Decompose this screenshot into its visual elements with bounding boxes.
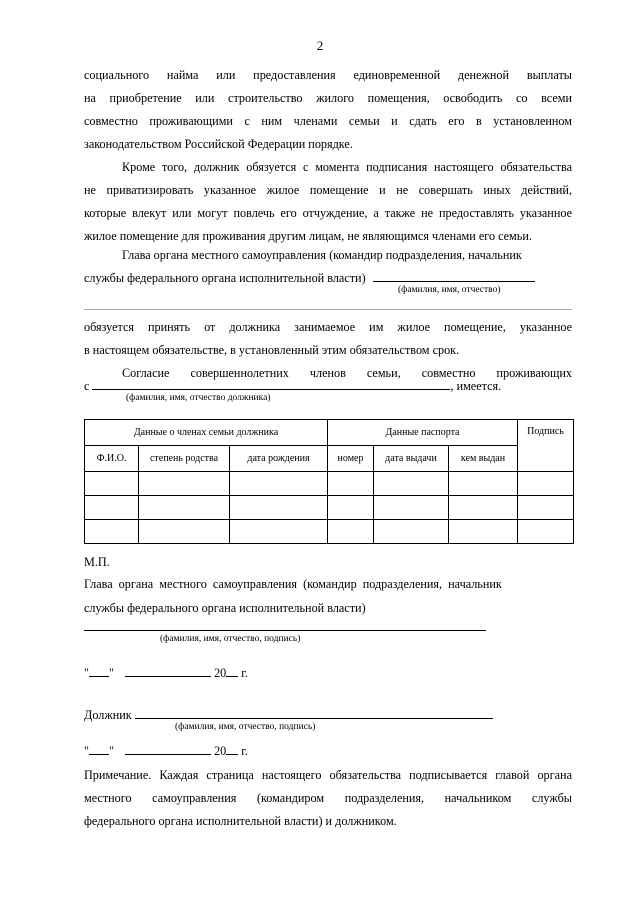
text-line: которые влекут или могут повлечь его отчуждение, а также не предоставлять указанное [84, 206, 572, 220]
table-cell[interactable] [230, 472, 328, 496]
text-line: социального найма или предоставления единовременной денежной выплаты [84, 68, 572, 82]
month-field[interactable] [125, 754, 211, 755]
table-cell[interactable] [374, 496, 449, 520]
text-line: жилое помещение для проживания другим лицам, не являющимся членами его семьи. [84, 229, 532, 243]
text-line-2: службы федерального органа исполнительной власти) [84, 271, 366, 285]
text-line: обязуется принять от должника занимаемое им жилое помещение, указанное [84, 320, 572, 334]
month-field[interactable] [125, 676, 211, 677]
table-cell[interactable] [139, 496, 230, 520]
debtor-field-line[interactable] [135, 718, 493, 719]
year-prefix: 20 [214, 666, 227, 680]
table-cell[interactable] [328, 496, 374, 520]
table-cell[interactable] [518, 496, 574, 520]
year-field[interactable] [226, 754, 238, 755]
name-hint: (фамилия, имя, отчество) [398, 285, 501, 295]
paragraph-1 [84, 64, 572, 156]
text-line: законодательством Российской Федерации порядке. [84, 137, 353, 151]
date-line-2 [84, 740, 248, 762]
table-cell[interactable] [374, 472, 449, 496]
column-header: Ф.И.О. [85, 446, 139, 472]
column-header: дата выдачи [374, 446, 449, 472]
head-block-2 [84, 573, 572, 619]
table-cell[interactable] [85, 472, 139, 496]
header-signature: Подпись [518, 420, 574, 472]
year-suffix: г. [241, 744, 248, 758]
full-width-field-line[interactable] [84, 309, 572, 310]
table-cell[interactable] [139, 472, 230, 496]
table-cell[interactable] [328, 520, 374, 544]
table-cell[interactable] [449, 496, 518, 520]
paragraph-2 [84, 156, 572, 248]
table-cell[interactable] [85, 520, 139, 544]
text-line: Глава органа местного самоуправления (командир подразделения, начальник [84, 577, 502, 591]
table-row [85, 496, 574, 520]
header-passport-data: Данные паспорта [328, 420, 518, 446]
column-header: дата рождения [230, 446, 328, 472]
text-line: Примечание. Каждая страница настоящего обязательства подписывается главой органа [84, 768, 572, 782]
table-row [85, 520, 574, 544]
table-cell[interactable] [85, 496, 139, 520]
family-members-table [84, 419, 574, 544]
paragraph-3 [84, 316, 572, 362]
header-family-data: Данные о членах семьи должника [85, 420, 328, 446]
table-cell[interactable] [328, 472, 374, 496]
column-header: степень родства [139, 446, 230, 472]
day-field[interactable] [89, 754, 109, 755]
table-cell[interactable] [518, 520, 574, 544]
column-header: кем выдан [449, 446, 518, 472]
name-field-line[interactable] [373, 281, 535, 282]
signature-field-line[interactable] [84, 630, 486, 631]
consent-prefix: с [84, 379, 90, 393]
text-line: федерального органа исполнительной власти) и должником. [84, 814, 397, 828]
signature-hint: (фамилия, имя, отчество, подпись) [160, 634, 301, 644]
head-block-1 [84, 244, 572, 290]
table-row [85, 472, 574, 496]
quote-close: " [108, 744, 114, 758]
text-line: совместно проживающими с ним членами семьи и сдать его в установленном [84, 114, 572, 128]
table-cell[interactable] [230, 496, 328, 520]
page-number: 2 [316, 38, 324, 53]
year-field[interactable] [226, 676, 238, 677]
table-cell[interactable] [374, 520, 449, 544]
stamp-label: М.П. [84, 555, 110, 569]
table-cell[interactable] [518, 472, 574, 496]
table-cell[interactable] [449, 520, 518, 544]
consent-hint: (фамилия, имя, отчество должника) [126, 393, 271, 403]
text-line: Глава органа местного самоуправления (командир подразделения, начальник [122, 248, 522, 262]
date-line-1 [84, 662, 248, 684]
consent-field-line[interactable] [92, 389, 450, 390]
note-block [84, 764, 572, 833]
quote-close: " [108, 666, 114, 680]
text-line: в настоящем обязательстве, в установленный этим обязательством срок. [84, 343, 460, 357]
text-line: не приватизировать указанное жилое помещение и не совершать иных действий, [84, 183, 572, 197]
text-line: на приобретение или строительство жилого помещения, освободить со всеми [84, 91, 572, 105]
debtor-label: Должник [84, 708, 132, 722]
text-line: службы федерального органа исполнительной власти) [84, 601, 366, 615]
day-field[interactable] [89, 676, 109, 677]
table-cell[interactable] [230, 520, 328, 544]
quote-open: " [84, 744, 89, 758]
text-line: местного самоуправления (командиром подразделения, начальником службы [84, 791, 572, 805]
quote-open: " [84, 666, 89, 680]
text-line: Кроме того, должник обязуется с момента подписания настоящего обязательства [122, 160, 572, 174]
table-cell[interactable] [449, 472, 518, 496]
year-prefix: 20 [214, 744, 227, 758]
debtor-hint: (фамилия, имя, отчество, подпись) [175, 722, 316, 732]
consent-suffix: , имеется. [450, 379, 502, 393]
table-cell[interactable] [139, 520, 230, 544]
column-header: номер [328, 446, 374, 472]
text-line: Согласие совершеннолетних членов семьи, совместно проживающих [122, 366, 572, 380]
year-suffix: г. [241, 666, 248, 680]
